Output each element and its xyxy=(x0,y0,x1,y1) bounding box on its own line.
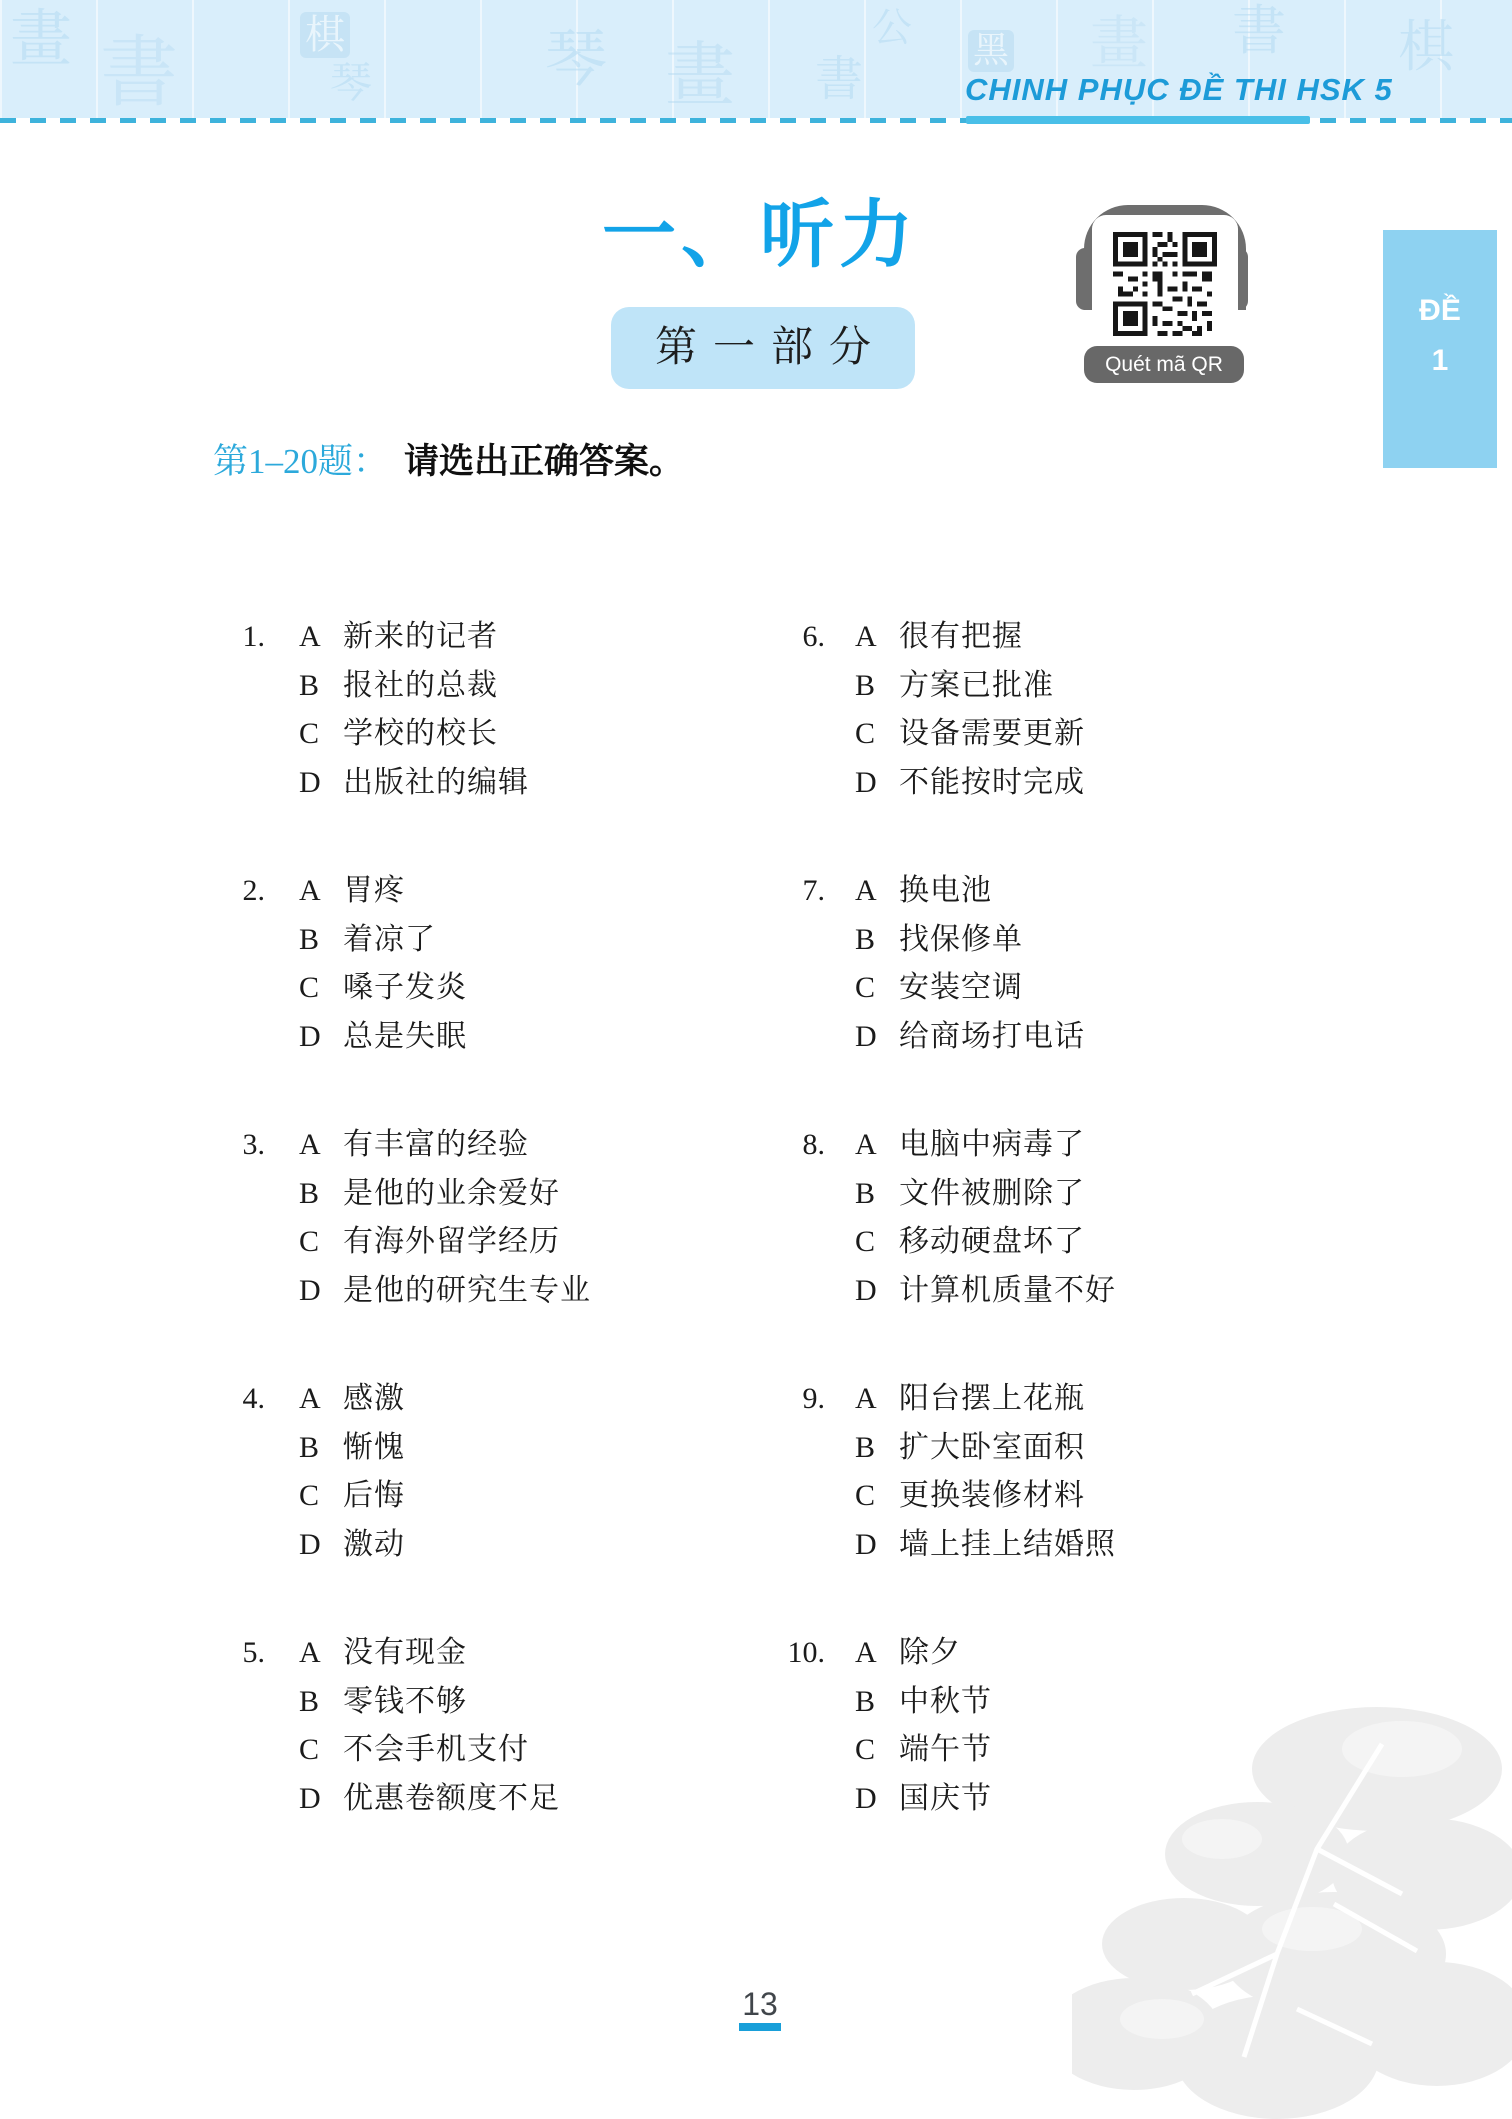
question-4 xyxy=(213,1375,405,1569)
question-number: 7. xyxy=(802,874,825,907)
option-c: C 设备需要更新 xyxy=(855,717,1085,751)
option-c: C 端午节 xyxy=(855,1733,992,1767)
option-c: C 更换装修材料 xyxy=(855,1479,1085,1513)
option-a: A 很有把握 xyxy=(855,620,1023,653)
option-b: B 零钱不够 xyxy=(299,1684,467,1718)
option-d: D 总是失眠 xyxy=(299,1019,467,1053)
option-b: B 中秋节 xyxy=(855,1684,992,1718)
option-a: A 换电池 xyxy=(855,874,992,907)
question-number: 4. xyxy=(242,1382,265,1415)
option-a: A 电脑中病毒了 xyxy=(855,1128,1085,1161)
option-b: B 方案已批准 xyxy=(855,668,1054,702)
option-c: C 后悔 xyxy=(299,1479,405,1513)
instruction-line xyxy=(213,434,684,484)
option-a: A 有丰富的经验 xyxy=(299,1128,529,1161)
option-a: A 除夕 xyxy=(855,1636,961,1669)
question-3 xyxy=(213,1121,591,1315)
option-b: B 报社的总裁 xyxy=(299,668,498,702)
question-number: 2. xyxy=(242,874,265,907)
audio-qr-block xyxy=(1078,200,1254,392)
option-a: A 没有现金 xyxy=(299,1636,467,1669)
option-c: C 有海外留学经历 xyxy=(299,1225,560,1259)
option-d: D 是他的研究生专业 xyxy=(299,1273,591,1307)
brand-underline-bar xyxy=(966,116,1310,124)
question-number: 9. xyxy=(802,1382,825,1415)
page-number-underline xyxy=(739,2023,781,2031)
calligraphy-glyph: 畫 xyxy=(10,2,73,75)
option-b: B 文件被删除了 xyxy=(855,1176,1085,1210)
question-1 xyxy=(213,613,529,807)
option-d: D 给商场打电话 xyxy=(855,1019,1085,1053)
instruction-text: 请选出正确答案。 xyxy=(404,442,685,481)
option-b: B 扩大卧室面积 xyxy=(855,1430,1085,1464)
book-brand-title: CHINH PHỤC ĐỀ THI HSK 5 xyxy=(965,72,1393,107)
calligraphy-glyph: 畫 xyxy=(1090,9,1149,77)
option-d: D 优惠卷额度不足 xyxy=(299,1781,560,1815)
calligraphy-glyph: 棋 xyxy=(1398,15,1454,80)
exam-tab-number: 1 xyxy=(1431,344,1449,377)
calligraphy-glyph: 琴 xyxy=(545,22,608,95)
question-number: 6. xyxy=(802,620,825,653)
option-d: D 国庆节 xyxy=(855,1781,992,1815)
exam-tab-word: ĐỀ xyxy=(1419,294,1461,327)
option-b: B 着凉了 xyxy=(299,922,436,956)
page-title: 一、听力 xyxy=(602,192,918,278)
question-8 xyxy=(763,1121,1116,1315)
option-a: A 感激 xyxy=(299,1382,405,1415)
question-5 xyxy=(213,1629,560,1823)
option-a: A 新来的记者 xyxy=(299,620,498,653)
question-2 xyxy=(213,867,467,1061)
option-c: C 不会手机支付 xyxy=(299,1733,529,1767)
option-b: B 找保修单 xyxy=(855,922,1023,956)
option-b: B 是他的业余爱好 xyxy=(299,1176,560,1210)
calligraphy-glyph: 書 xyxy=(815,51,864,107)
question-range: 第1–20题： xyxy=(213,442,389,481)
option-d: D 计算机质量不好 xyxy=(855,1273,1116,1307)
option-d: D 不能按时完成 xyxy=(855,765,1085,799)
option-d: D 墙上挂上结婚照 xyxy=(855,1527,1116,1561)
qr-scan-label: Quét mã QR xyxy=(1084,346,1244,383)
qr-code xyxy=(1092,215,1238,355)
option-a: A 阳台摆上花瓶 xyxy=(855,1382,1085,1415)
option-c: C 安装空调 xyxy=(855,971,1023,1005)
option-c: C 学校的校长 xyxy=(299,717,498,751)
option-c: C 移动硬盘坏了 xyxy=(855,1225,1085,1259)
question-number: 3. xyxy=(242,1128,265,1161)
calligraphy-glyph: 畫 xyxy=(665,34,735,116)
option-c: C 嗓子发炎 xyxy=(299,971,467,1005)
option-d: D 出版社的编辑 xyxy=(299,765,529,799)
question-10 xyxy=(763,1629,992,1823)
calligraphy-seal: 棋 xyxy=(300,12,350,58)
calligraphy-seal: 黑 xyxy=(968,30,1014,72)
question-9 xyxy=(763,1375,1116,1569)
page-number: 13 xyxy=(742,1986,778,2022)
exam-number-tab xyxy=(1383,230,1497,468)
option-d: D 激动 xyxy=(299,1527,405,1561)
pine-tree-watermark xyxy=(1072,1689,1512,2119)
calligraphy-glyph: 書 xyxy=(1232,0,1286,62)
question-6 xyxy=(763,613,1085,807)
option-b: B 惭愧 xyxy=(299,1430,405,1464)
calligraphy-glyph: 書 xyxy=(100,28,179,118)
question-number: 8. xyxy=(802,1128,825,1161)
question-number: 1. xyxy=(242,620,265,653)
calligraphy-glyph: 公 xyxy=(872,5,912,51)
question-number: 10. xyxy=(787,1636,825,1669)
section-label: 第一部分 xyxy=(611,307,915,389)
option-a: A 胃疼 xyxy=(299,874,405,907)
calligraphy-glyph: 琴 xyxy=(330,58,373,107)
question-number: 5. xyxy=(242,1636,265,1669)
question-7 xyxy=(763,867,1085,1061)
